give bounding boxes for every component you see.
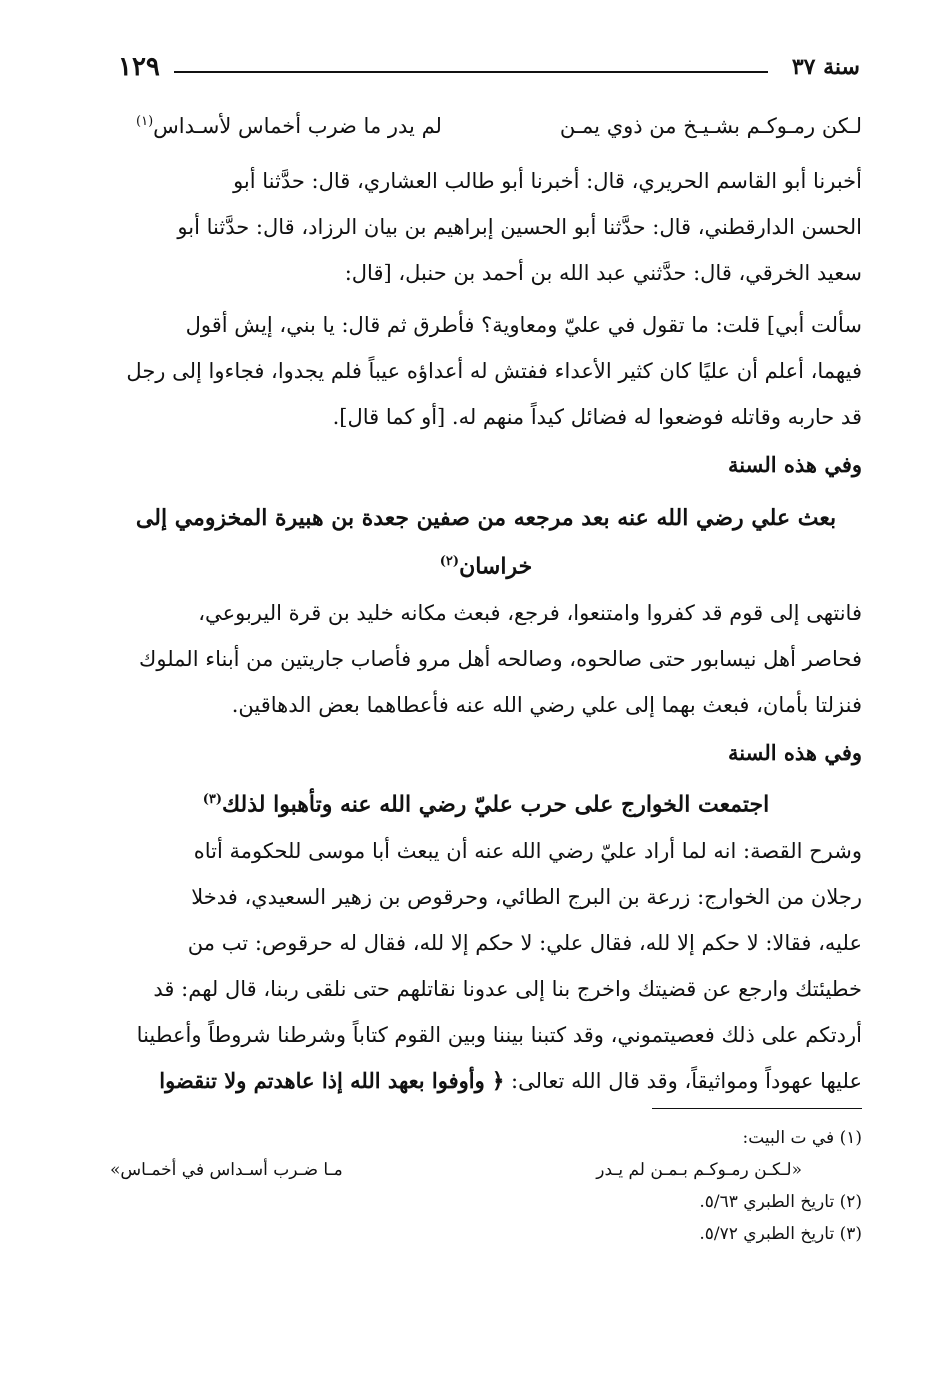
- footnote-ref-2: (٢): [439, 554, 460, 569]
- section-label-2: وفي هذه السنة: [728, 740, 862, 765]
- text-line: فانتهى إلى قوم قد كفروا وامتنعوا، فرجع، فبعث مكانه خليد بن قرة اليربوعي،: [198, 601, 862, 625]
- text-line: الحسن الدارقطني، قال: حدَّثنا أبو الحسين إبراهيم بن بيان الرزاد، قال: حدَّثنا أبو: [177, 215, 862, 239]
- section-label-1: وفي هذه السنة: [728, 452, 862, 477]
- section-title-1-line1: بعث علي رضي الله عنه بعد مرجعه من صفين جعدة بن هبيرة المخزومي إلى: [135, 505, 837, 531]
- text-line: سعيد الخرقي، قال: حدَّثني عبد الله بن أحمد بن حنبل، [قال:: [344, 261, 862, 285]
- footnote-1-verse: [110, 1154, 862, 1186]
- paragraph-khawarij: [108, 828, 862, 1104]
- text-line: رجلان من الخوارج: زرعة بن البرج الطائي، وحرقوص بن زهير السعيدي، فدخلا: [191, 885, 862, 909]
- footnote-2: (٢) تاريخ الطبري ٥/٦٣.: [699, 1192, 862, 1212]
- paragraph-isnad: [108, 158, 862, 296]
- verse-hemistich-1: لـكن رمـوكـم بشـيـخ من ذوي يمـن: [559, 114, 862, 138]
- verse-hemistich-2: [136, 114, 442, 138]
- footnote-3: (٣) تاريخ الطبري ٥/٧٢.: [699, 1224, 862, 1244]
- poetry-verse: [136, 108, 862, 152]
- text-line: وشرح القصة: انه لما أراد عليّ رضي الله عنه أن يبعث أبا موسى للحكومة أتاه: [193, 839, 862, 863]
- paragraph-ahmad-answer: [108, 302, 862, 440]
- text-line: عليه، فقالا: لا حكم إلا لله، فقال علي: لا حكم إلا لله، فقال له حرقوص: تب من: [187, 931, 862, 955]
- section-title-1-line2-text: خراسان: [459, 553, 533, 580]
- section-title-2-text: اجتمعت الخوارج على حرب عليّ رضي الله عنه وتأهبوا لذلك: [222, 791, 770, 818]
- verse-hemistich-2-text: لم يدر ما ضرب أخماس لأسـداس: [153, 114, 442, 138]
- text-line: فيهما، أعلم أن عليًا كان كثير الأعداء ففتش له أعداؤه عيباً فلم يجدوا، فجاءوا إلى رجل: [126, 359, 862, 383]
- text-line: خطيئتك وارجع عن قضيتك واخرج بنا إلى عدونا نقاتلهم حتى نلقى ربنا، قال لهم: قد: [153, 977, 862, 1001]
- paragraph-khurasan: [108, 590, 862, 728]
- text-line-plain: عليها عهوداً ومواثيقاً، وقد قال الله تعالى:: [504, 1069, 862, 1093]
- text-line: قد حاربه وقاتله فوضعوا له فضائل كيداً منهم له. [أو كما قال].: [332, 405, 862, 429]
- footnote-1-verse-b: مـا ضـرب أسـداس في أخمـاس»: [110, 1160, 343, 1180]
- footnote-1-label: (١) في ت البيت:: [742, 1128, 862, 1148]
- quran-verse: ﴿ وأوفوا بعهد الله إذا عاهدتم ولا تنقضوا: [159, 1068, 505, 1093]
- footnote-1-verse-a: «لـكـن رمـوكـم بـمـن لم يـدر: [596, 1160, 802, 1180]
- footnote-ref-1: (١): [136, 114, 154, 129]
- text-line: أخبرنا أبو القاسم الحريري، قال: أخبرنا أبو طالب العشاري، قال: حدَّثنا أبو: [233, 169, 862, 193]
- footnotes: [110, 1122, 862, 1250]
- section-title-2: [110, 778, 862, 826]
- section-title-1-line2: [110, 540, 862, 588]
- text-line-quran: [108, 1058, 862, 1104]
- footnote-rule: [652, 1108, 862, 1109]
- text-line: فنزلتا بأمان، فبعث بهما إلى علي رضي الله عنه فأعطاهما بعض الدهاقين.: [231, 693, 862, 717]
- footnote-ref-3: (٣): [202, 792, 223, 807]
- running-head-year: سنة ٣٧: [791, 54, 860, 80]
- text-line: سألت أبي] قلت: ما تقول في عليّ ومعاوية؟ فأطرق ثم قال: يا بني، إيش أقول: [185, 313, 862, 337]
- text-line: فحاصر أهل نيسابور حتى صالحوه، وصالحه أهل مرو فأصاب جاريتين من أبناء الملوك: [139, 647, 862, 671]
- section-title-1: [110, 496, 862, 588]
- page-number: ١٢٩: [118, 52, 160, 82]
- header-rule: [174, 71, 768, 73]
- text-line: أردتكم على ذلك فعصيتموني، وقد كتبنا بيننا وبين القوم كتاباً وشرطنا شروطاً وأعطينا: [136, 1023, 862, 1047]
- page-header: [118, 52, 860, 92]
